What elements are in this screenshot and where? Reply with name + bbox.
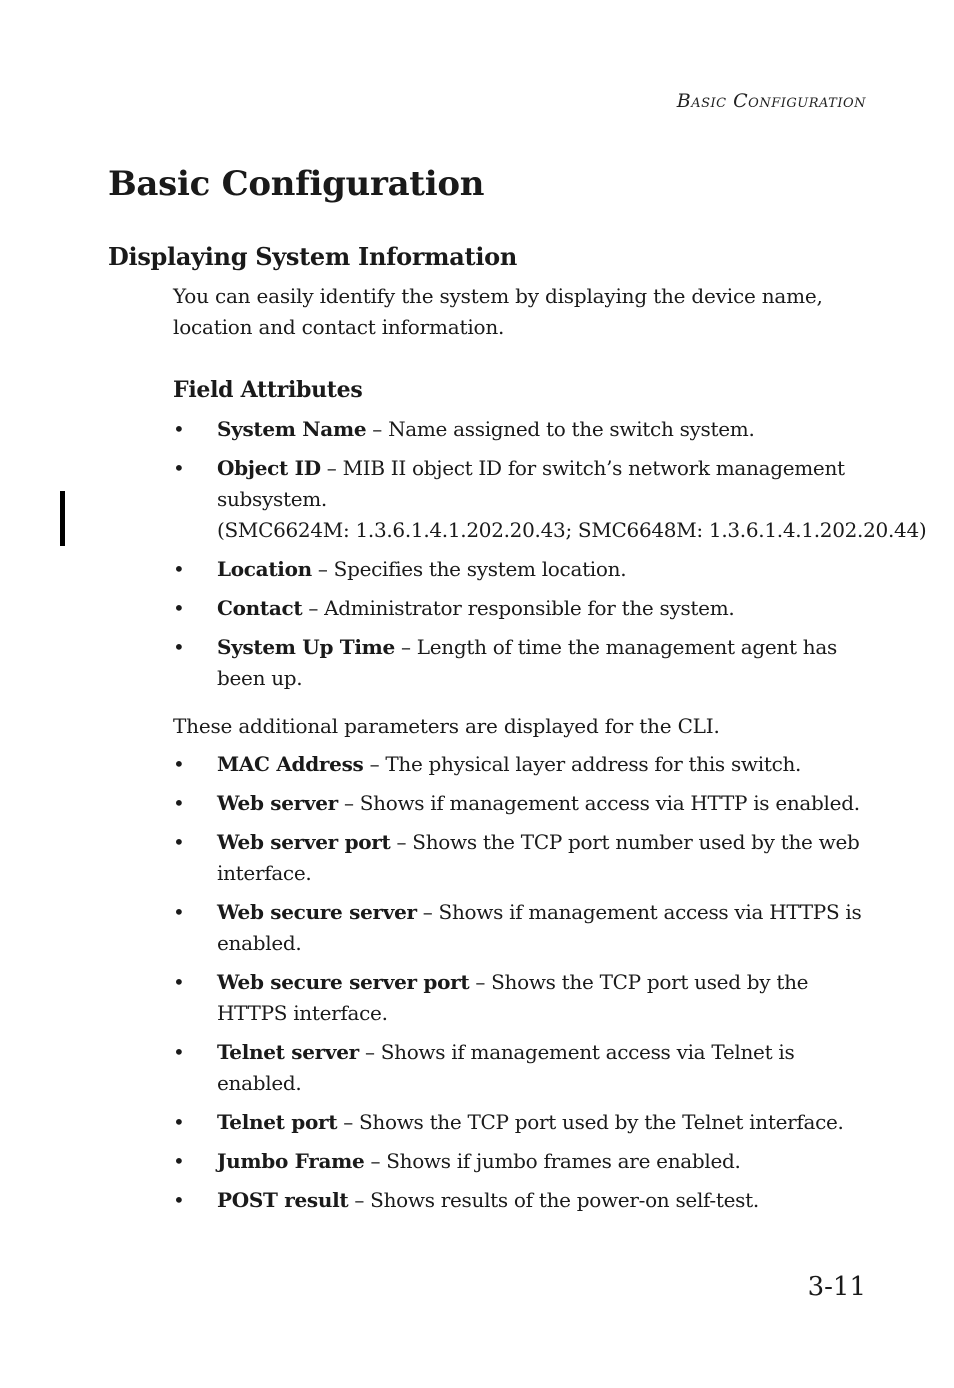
- item-term: System Name: [217, 417, 367, 441]
- item-term: Telnet server: [217, 1040, 359, 1064]
- item-desc: – Shows the TCP port number used by the web interface.: [217, 830, 860, 885]
- list-item: [173, 897, 873, 959]
- cli-note: These additional parameters are displayed for the CLI.: [173, 714, 720, 738]
- item-term: Location: [217, 557, 312, 581]
- bullet-icon: •: [173, 791, 185, 815]
- item-term: Jumbo Frame: [217, 1149, 365, 1173]
- list-item: [173, 414, 873, 445]
- bullet-icon: •: [173, 752, 185, 776]
- list-item: [173, 827, 873, 889]
- item-desc: – Shows the TCP port used by the HTTPS interface.: [217, 970, 809, 1025]
- item-desc: – Administrator responsible for the system.: [302, 596, 735, 620]
- list-item: [173, 453, 927, 546]
- field-attributes-list: [173, 414, 927, 702]
- item-term: Web server port: [217, 830, 391, 854]
- item-term: MAC Address: [217, 752, 364, 776]
- list-item: [173, 554, 873, 585]
- list-item: [173, 1185, 873, 1216]
- item-term: Telnet port: [217, 1110, 338, 1134]
- section-title: Displaying System Information: [108, 242, 517, 271]
- running-header: Basic Configuration: [676, 90, 866, 112]
- item-desc: – Name assigned to the switch system.: [366, 417, 755, 441]
- item-desc: – The physical layer address for this switch.: [363, 752, 802, 776]
- page-title: Basic Configuration: [108, 164, 485, 204]
- bullet-icon: •: [173, 557, 185, 581]
- list-item: [173, 749, 873, 780]
- bullet-icon: •: [173, 635, 185, 659]
- item-term: POST result: [217, 1188, 349, 1212]
- item-term: Contact: [217, 596, 303, 620]
- bullet-icon: •: [173, 1110, 185, 1134]
- field-attributes-heading: Field Attributes: [173, 377, 363, 403]
- item-term: Web secure server: [217, 900, 417, 924]
- list-item: [173, 1146, 873, 1177]
- item-desc: – Length of time the management agent has been up.: [217, 635, 837, 690]
- item-term: Web secure server port: [217, 970, 470, 994]
- list-item: [173, 1037, 873, 1099]
- bullet-icon: •: [173, 1188, 185, 1212]
- list-item: [173, 967, 873, 1029]
- item-desc: – Shows if management access via HTTP is enabled.: [337, 791, 860, 815]
- item-desc: – Shows results of the power-on self-test.: [348, 1188, 759, 1212]
- bullet-icon: •: [173, 417, 185, 441]
- bullet-icon: •: [173, 970, 185, 994]
- bullet-icon: •: [173, 1149, 185, 1173]
- bullet-icon: •: [173, 830, 185, 854]
- item-desc: – Shows if management access via Telnet is enabled.: [217, 1040, 795, 1095]
- intro-paragraph: You can easily identify the system by displaying the device name, location and contact information.: [173, 284, 823, 339]
- item-extra: (SMC6624M: 1.3.6.1.4.1.202.20.43; SMC6648M: 1.3.6.1.4.1.202.20.44): [217, 518, 927, 542]
- list-item: [173, 593, 873, 624]
- item-term: Web server: [217, 791, 338, 815]
- bullet-icon: •: [173, 900, 185, 924]
- list-item: [173, 632, 873, 694]
- list-item: [173, 788, 873, 819]
- cli-parameters-list: [173, 749, 873, 1224]
- change-bar: [60, 491, 65, 546]
- item-term: Object ID: [217, 456, 321, 480]
- item-desc: – Shows the TCP port used by the Telnet interface.: [337, 1110, 844, 1134]
- bullet-icon: •: [173, 1040, 185, 1064]
- item-desc: – Shows if management access via HTTPS is enabled.: [217, 900, 862, 955]
- bullet-icon: •: [173, 456, 185, 480]
- list-item: [173, 1107, 873, 1138]
- item-desc: – MIB II object ID for switch’s network management subsystem.: [217, 456, 845, 511]
- item-desc: – Specifies the system location.: [311, 557, 627, 581]
- bullet-icon: •: [173, 596, 185, 620]
- item-desc: – Shows if jumbo frames are enabled.: [364, 1149, 741, 1173]
- item-term: System Up Time: [217, 635, 395, 659]
- page-number: 3-11: [807, 1272, 866, 1302]
